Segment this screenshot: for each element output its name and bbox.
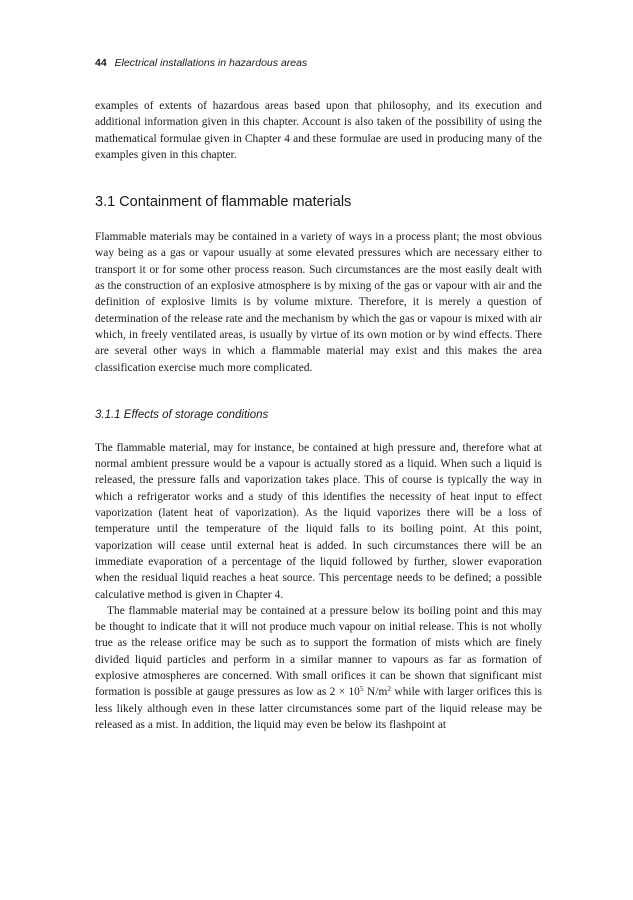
paragraph-2-unit: N/m: [363, 686, 388, 699]
section-paragraph: Flammable materials may be contained in a variety of ways in a process plant; the most obvious way being as a gas or vapour usually at some elevated pressures which are necessary either to transport it or for some other process reason. Such circumstances are the most easily dealt with as the construction of an explosive atmosphere is by mixing of the gas or vapour with air and the definition of explosive limits is by volume mixture. Therefore, it is merely a question of determination of the release rate and the mechanism by which the gas or vapour is mixed with air which, in freely ventilated areas, is usually by virtue of its own motion or by wind effects. There are several other ways in which a flammable material may exist and this makes the area classification exercise much more complicated.: [95, 231, 542, 374]
subsection-paragraph-2: [95, 603, 542, 733]
book-title: Electrical installations in hazardous areas: [114, 57, 308, 69]
subsection-paragraph-1: The flammable material, may for instance, be contained at high pressure and, therefore what at normal ambient pressure would be a vapour is actually stored as a liquid. When such a liquid is released, the pressure falls and vaporization takes place. This of course is typically the way in which a refrigerator works and a study of this identifies the necessity of heat input to effect vaporization (latent heat of vaporization). As the liquid vaporizes there will be a loss of temperature until the temperature of the liquid falls to its boiling point. At this point, vaporization will cease until external heat is added. In such circumstances there will be an immediate evaporation of a percentage of the liquid followed by further, slower evaporation when the residual liquid reaches a heat source. This percentage needs to be defined; a possible calculative method is given in Chapter 4.: [95, 441, 542, 601]
exponent-area: 2: [387, 684, 392, 694]
exponent-pressure: 5: [359, 684, 364, 694]
paragraph-2-text-before: The flammable material may be contained at a pressure below its boiling point and this may be thought to indicate that it will not produce much vapour on initial release. This is not wholly true as the release orifice may be such as to support the formation of mists which are finely divided liquid particles and perform in a similar manner to vapours as far as formation of explosive atmospheres are concerned. With small orifices it can be shown that significant mist formation is possible at gauge pressures as low as 2 × 10: [95, 604, 542, 699]
subsection-heading: 3.1.1 Effects of storage conditions: [95, 408, 269, 421]
running-header: [95, 56, 542, 70]
book-page: [95, 56, 542, 733]
intro-paragraph: examples of extents of hazardous areas based upon that philosophy, and its execution and additional information given in this chapter. Account is also taken of the possibility of using the mathematical formulae given in Chapter 4 and these formulae are used in producing many of the examples given in this chapter.: [95, 100, 542, 161]
paragraph-2-text-after: while with larger orifices this is less likely although even in these latter circumstances some part of the liquid release may be released as a mist. In addition, the liquid may even be below its flashpoint at: [95, 686, 542, 731]
page-number: 44: [95, 57, 107, 69]
section-heading: 3.1 Containment of flammable materials: [95, 194, 352, 211]
